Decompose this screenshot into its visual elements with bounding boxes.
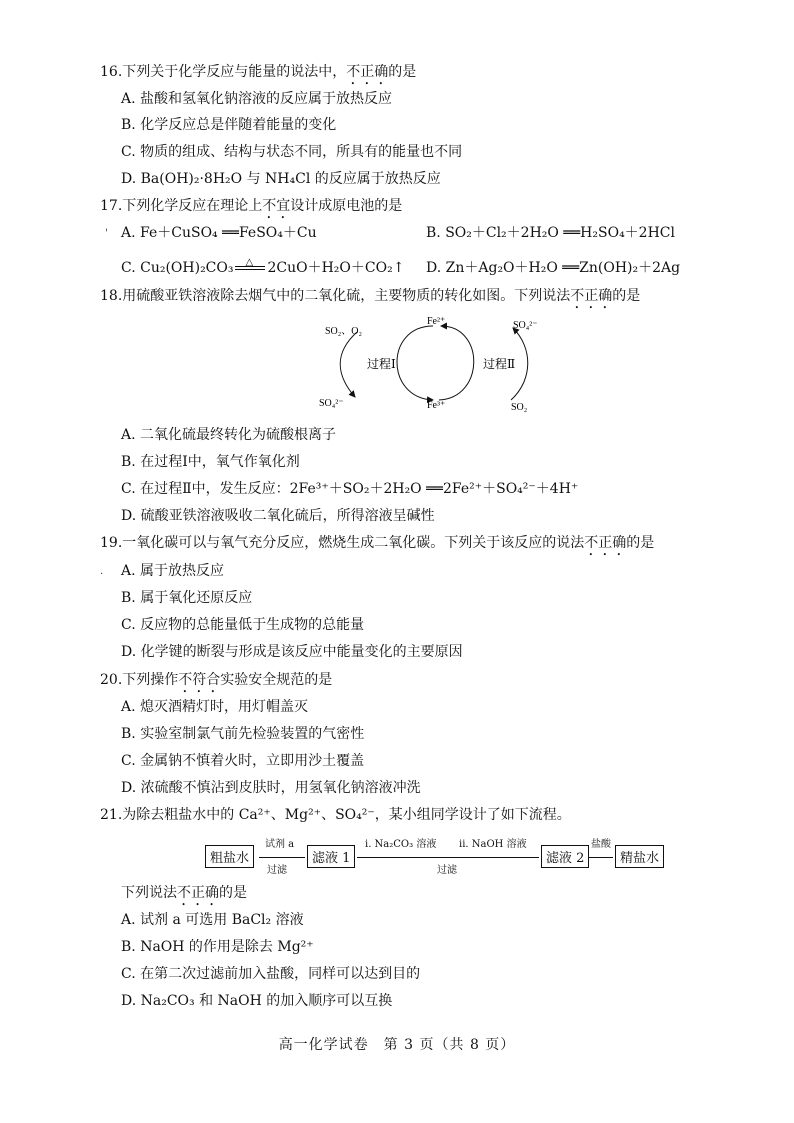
q21-option-b: B. NaOH 的作用是除去 Mg²⁺: [121, 939, 314, 955]
q18-option-a: A. 二氧化硫最终转化为硫酸根离子: [121, 427, 337, 443]
flow-box-filtrate1: 滤液 1: [307, 845, 355, 868]
flow-label-hcl: 盐酸: [591, 839, 611, 850]
label-so2: SO₂: [511, 402, 528, 413]
stray-mark: ': [105, 228, 108, 239]
flow-label-filter1: 过滤: [267, 865, 287, 876]
flow-label-reagent-a: 试剂 a: [265, 839, 295, 850]
q19-option-c: C. 反应物的总能量低于生成物的总能量: [121, 617, 365, 633]
flow-box-refined: 精盐水: [615, 845, 664, 868]
label-process2: 过程Ⅱ: [483, 357, 516, 371]
q18-option-c: C. 在过程Ⅱ中，发生反应：2Fe³⁺＋SO₂＋2H₂O ══2Fe²⁺＋SO₄²⁻＋4H⁺: [121, 481, 579, 497]
q20-option-b: B. 实验室制氯气前先检验装置的气密性: [121, 726, 365, 742]
q20-stem: 20.下列操作不符合实验安全规范的是: [100, 672, 333, 688]
label-process1: 过程Ⅰ: [367, 357, 396, 371]
flow-label-step-i: i. Na₂CO₃ 溶液: [365, 839, 437, 850]
process1-arrow: [340, 332, 357, 397]
q21-option-a: A. 试剂 a 可选用 BaCl₂ 溶液: [121, 912, 304, 928]
q17-option-b: B. SO₂＋Cl₂＋2H₂O ══H₂SO₄＋2HCl: [426, 225, 675, 241]
label-fe2: Fe²⁺: [427, 316, 446, 327]
stray-mark: .: [100, 566, 104, 577]
page-footer: 高一化学试卷 第 3 页（共 8 页）: [278, 1037, 516, 1053]
flow-arrow-3: [589, 857, 613, 858]
q21-stem: 21.为除去粗盐水中的 Ca²⁺、Mg²⁺、SO₄²⁻，某小组同学设计了如下流程。: [100, 807, 571, 823]
flow-box-crude: 粗盐水: [205, 845, 254, 868]
q19-option-a: A. 属于放热反应: [121, 563, 225, 579]
q17-option-c: C. Cu₂(OH)₂CO₃ △ 2CuO＋H₂O＋CO₂↑: [121, 257, 405, 276]
q16-stem: 16.下列关于化学反应与能量的说法中，不正确的是: [100, 64, 417, 80]
label-fe3: Fe³⁺: [427, 400, 446, 411]
q21-option-c: C. 在第二次过滤前加入盐酸，同样可以达到目的: [121, 966, 421, 982]
q19-stem: 19.一氧化碳可以与氧气充分反应，燃烧生成二氧化碳。下列关于该反应的说法不正确的是: [100, 535, 655, 551]
q20-option-c: C. 金属钠不慎着火时，立即用沙土覆盖: [121, 753, 365, 769]
flow-label-step-ii: ii. NaOH 溶液: [459, 839, 527, 850]
fe-cycle-arc-left: [397, 326, 433, 400]
label-so4-bottom: SO₄²⁻: [319, 398, 344, 409]
q18-stem: 18.用硫酸亚铁溶液除去烟气中的二氧化硫，主要物质的转化如图。下列说法不正确的是: [100, 288, 641, 304]
q17-option-a: A. Fe＋CuSO₄ ══FeSO₄＋Cu: [121, 225, 317, 241]
fe-cycle-arc-right: [439, 326, 474, 400]
q17-stem: 17.下列化学反应在理论上不宜设计成原电池的是: [100, 198, 403, 214]
q16-option-a: A. 盐酸和氢氧化钠溶液的反应属于放热反应: [121, 91, 393, 107]
flow-box-filtrate2: 滤液 2: [541, 845, 589, 868]
q16-option-b: B. 化学反应总是伴随着能量的变化: [121, 117, 337, 133]
q21-option-d: D. Na₂CO₃ 和 NaOH 的加入顺序可以互换: [121, 993, 393, 1009]
heat-equals-sign: △: [233, 261, 267, 275]
q18-option-d: D. 硫酸亚铁溶液吸收二氧化硫后，所得溶液呈碱性: [121, 508, 435, 524]
flow-arrow-1: [259, 857, 305, 858]
label-so2-o2: SO₂、O₂: [325, 326, 362, 337]
q18-option-b: B. 在过程Ⅰ中，氧气作氧化剂: [121, 454, 300, 470]
label-so4-top: SO₄²⁻: [513, 320, 538, 331]
q19-option-d: D. 化学键的断裂与形成是该反应中能量变化的主要原因: [121, 644, 463, 660]
q20-option-d: D. 浓硫酸不慎沾到皮肤时，用氢氧化钠溶液冲洗: [121, 780, 421, 796]
q19-option-b: B. 属于氧化还原反应: [121, 590, 253, 606]
q17-option-d: D. Zn＋Ag₂O＋H₂O ══Zn(OH)₂＋2Ag: [426, 260, 681, 276]
sulfur-cycle-diagram: [315, 312, 555, 417]
flow-label-filter2: 过滤: [437, 865, 457, 876]
q16-option-c: C. 物质的组成、结构与状态不同，所具有的能量也不同: [121, 144, 463, 160]
q20-option-a: A. 熄灭酒精灯时，用灯帽盖灭: [121, 699, 309, 715]
purification-flowchart: [205, 833, 675, 877]
q16-option-d: D. Ba(OH)₂·8H₂O 与 NH₄Cl 的反应属于放热反应: [121, 171, 441, 187]
flow-arrow-2: [357, 857, 539, 858]
q21-substem: 下列说法不正确的是: [121, 885, 247, 901]
